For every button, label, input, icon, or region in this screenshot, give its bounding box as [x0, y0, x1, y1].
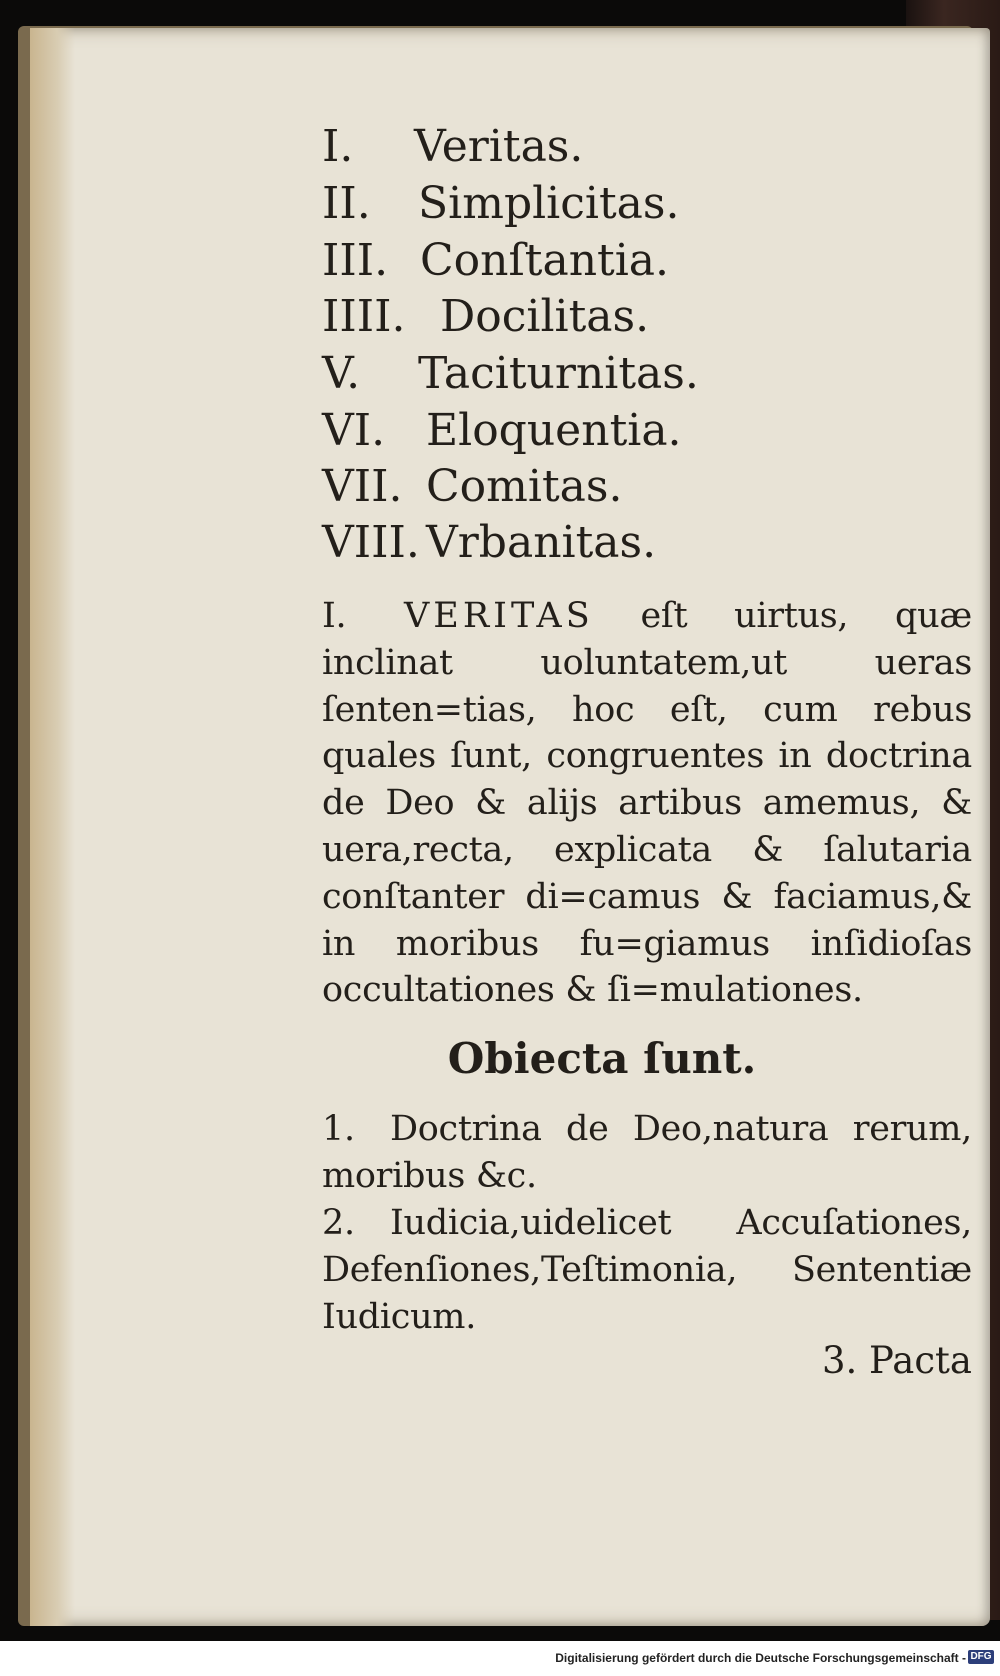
list-word: Docilitas.: [440, 291, 650, 342]
list-number: I.: [322, 121, 354, 172]
list-word: Taciturnitas.: [418, 348, 699, 399]
list-number: VI.: [322, 405, 386, 456]
paragraph-lead-word: VERITAS: [404, 596, 594, 636]
virtue-list-item: [322, 175, 972, 233]
virtue-list-item: [322, 514, 972, 572]
list-number: V.: [322, 348, 361, 399]
objects-list: [322, 1106, 972, 1341]
list-number: VII.: [322, 461, 403, 512]
virtue-list-item: [322, 402, 972, 460]
list-word: Comitas.: [426, 461, 623, 512]
virtue-list-item: [322, 458, 972, 516]
list-number: III.: [322, 235, 389, 286]
object-text: Iudicia,uidelicet Accuſationes, Defenſiones,Teſtimonia, Sententiæ Iudicum.: [322, 1203, 972, 1337]
list-word: Eloquentia.: [426, 405, 682, 456]
list-number: IIII.: [322, 291, 406, 342]
dfg-logo: DFG: [968, 1650, 994, 1664]
object-item: [322, 1200, 972, 1341]
virtue-list-item: [322, 118, 972, 176]
object-item: [322, 1106, 972, 1200]
list-word: Conſtantia.: [420, 235, 670, 286]
list-number: VIII.: [322, 517, 420, 568]
virtue-list-item: [322, 232, 972, 290]
list-word: Vrbanitas.: [426, 517, 657, 568]
object-number: 1.: [322, 1109, 355, 1149]
paragraph-text: eſt uirtus, quæ inclinat uoluntatem,ut ueras ſenten=tias, hoc eſt, cum rebus quales ſunt, congruentes in doctrina de Deo & alijs artibus amemus, & uera,recta, explicata & ſalutaria conſtanter di=camus & faciamus,& in moribus fu=giamus inſidioſas occultationes & ſi=mulationes.: [322, 596, 972, 1011]
catchword: 3. Pacta: [821, 1339, 972, 1382]
page-gutter-shadow: [30, 28, 75, 1626]
list-word: Simplicitas.: [418, 178, 680, 229]
paragraph-number: I.: [322, 596, 347, 636]
funding-credit: Digitalisierung gefördert durch die Deutsche Forschungsgemeinschaft -: [555, 1651, 966, 1665]
veritas-definition-paragraph: [322, 593, 972, 1014]
list-number: II.: [322, 178, 371, 229]
list-word: Veritas.: [414, 121, 584, 172]
object-number: 2.: [322, 1203, 355, 1243]
section-heading: Obiecta ſunt.: [447, 1034, 757, 1083]
virtue-list-item: [322, 288, 972, 346]
object-text: Doctrina de Deo,natura rerum, moribus &c.: [322, 1109, 972, 1196]
virtue-list-item: [322, 345, 972, 403]
